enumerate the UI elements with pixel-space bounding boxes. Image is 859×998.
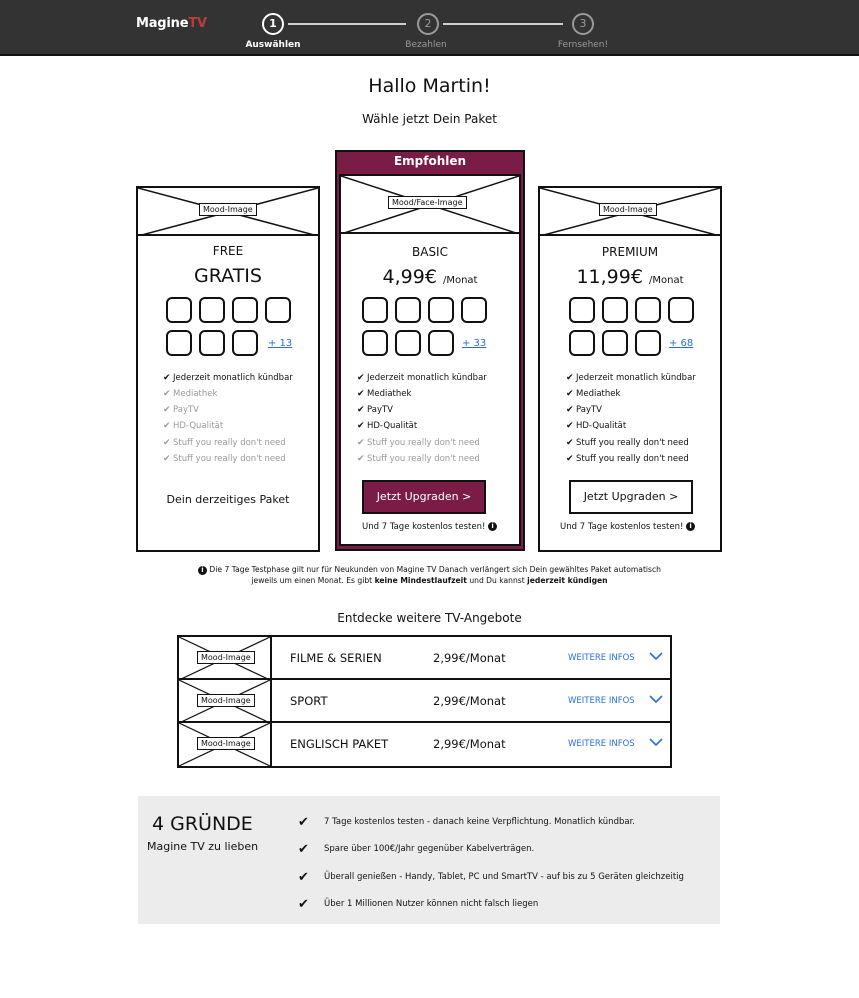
feature-item: ✔ PayTV: [357, 405, 393, 415]
check-icon: ✔: [357, 438, 365, 448]
check-icon: ✔: [566, 438, 574, 448]
info-icon[interactable]: i: [488, 522, 497, 531]
more-info-link[interactable]: WEITERE INFOS: [568, 739, 635, 749]
logo-accent-text: TV: [188, 16, 207, 31]
mood-image-label: Mood-Image: [599, 203, 657, 216]
feature-item: ✔ Stuff you really don't need: [566, 454, 689, 464]
current-package-label: Dein derzeitiges Paket: [166, 493, 290, 506]
top-navigation-bar: [0, 0, 859, 56]
check-icon: ✔: [163, 438, 171, 448]
plan-name: FREE: [212, 244, 244, 258]
mood-image-label: Mood-Image: [197, 737, 255, 750]
channel-logo-slot: [395, 297, 421, 323]
feature-item: ✔ Stuff you really don't need: [163, 438, 286, 448]
check-icon: ✔: [163, 454, 171, 464]
check-icon: ✔: [298, 815, 309, 830]
upgrade-premium-button[interactable]: Jetzt Upgraden >: [569, 480, 693, 514]
step-2-indicator[interactable]: 2: [417, 13, 439, 35]
plan-name: PREMIUM: [601, 245, 659, 259]
choose-package-subtitle: Wähle jetzt Dein Paket: [362, 112, 497, 126]
channel-logo-slot: [395, 330, 421, 356]
mood-image-label: Mood/Face-Image: [388, 196, 467, 209]
check-icon: ✔: [566, 421, 574, 431]
offers-table: [177, 635, 672, 768]
mood-image-label: Mood-Image: [199, 203, 257, 216]
channel-logo-slot: [428, 297, 454, 323]
trial-terms-note: i Die 7 Tage Testphase gilt nur für Neukunden von Magine TV Danach verlängert sich Dein gewähltes Paket automatisch jeweils um einen Monat. Es gibt keine Mindestlaufzeit und Du kannst jederzeit kündigen: [0, 564, 859, 586]
greeting-heading: Hallo Martin!: [368, 75, 491, 97]
feature-item: ✔ Jederzeit monatlich kündbar: [357, 373, 487, 383]
logo-text: Magine: [136, 16, 189, 31]
offer-name: SPORT: [290, 694, 328, 708]
reasons-subheading: Magine TV zu lieben: [147, 840, 259, 853]
offer-row[interactable]: [179, 637, 670, 680]
offer-row[interactable]: [179, 680, 670, 723]
feature-item: ✔ Mediathek: [163, 389, 218, 399]
more-channels-link[interactable]: + 33: [462, 338, 487, 349]
plan-price: GRATIS: [194, 265, 262, 287]
check-icon: ✔: [298, 842, 309, 857]
feature-item: ✔ Stuff you really don't need: [566, 438, 689, 448]
mood-image-placeholder: [179, 637, 272, 678]
feature-item: ✔ HD-Qualität: [357, 421, 418, 431]
check-icon: ✔: [163, 421, 171, 431]
feature-item: ✔ Stuff you really don't need: [357, 454, 480, 464]
offer-price: 2,99€/Monat: [433, 694, 506, 708]
feature-item: ✔ Stuff you really don't need: [163, 454, 286, 464]
check-icon: ✔: [357, 405, 365, 415]
offer-price: 2,99€/Monat: [433, 737, 506, 751]
more-info-link[interactable]: WEITERE INFOS: [568, 696, 635, 706]
mood-image-label: Mood-Image: [197, 651, 255, 664]
channel-logo-slot: [199, 297, 225, 323]
mood-face-image-placeholder: [341, 176, 519, 234]
channel-logo-slot: [461, 297, 487, 323]
offer-name: FILME & SERIEN: [290, 651, 382, 665]
channel-logo-slot: [635, 330, 661, 356]
chevron-down-icon[interactable]: [649, 694, 663, 704]
channel-logo-slot: [602, 330, 628, 356]
channel-logo-slot: [232, 330, 258, 356]
channel-logo-slot: [428, 330, 454, 356]
chevron-down-icon[interactable]: [649, 651, 663, 661]
step-connector-2: [443, 23, 563, 25]
feature-item: ✔ Jederzeit monatlich kündbar: [566, 373, 696, 383]
step-1-indicator[interactable]: 1: [262, 13, 284, 35]
feature-item: ✔ Jederzeit monatlich kündbar: [163, 373, 293, 383]
check-icon: ✔: [163, 373, 171, 383]
reasons-section: 4 GRÜNDE Magine TV zu lieben ✔ 7 Tage kostenlos testen - danach keine Verpflichtung. Monatlich kündbar. ✔ Spare über 100€/Jahr gegenüber Kabelverträgen. ✔ Überall genießen - Handy, Tablet, PC und SmartTV - auf bis zu 5 Geräten gleichzeitig ✔ Über 1 Millionen Nutzer können nicht falsch liegen: [138, 796, 720, 924]
step-connector-1: [288, 23, 406, 25]
offer-price: 2,99€/Monat: [433, 651, 506, 665]
channel-logo-slot: [668, 297, 694, 323]
channel-logo-slot: [362, 330, 388, 356]
channel-logo-slot: [265, 297, 291, 323]
more-channels-link[interactable]: + 68: [669, 338, 694, 349]
channel-logo-slot: [569, 330, 595, 356]
check-icon: ✔: [566, 454, 574, 464]
channel-logo-slot: [199, 330, 225, 356]
check-icon: ✔: [163, 405, 171, 415]
reasons-heading: 4 GRÜNDE: [152, 813, 253, 835]
feature-item: ✔ Mediathek: [566, 389, 621, 399]
check-icon: ✔: [163, 389, 171, 399]
mood-image-placeholder: [540, 188, 720, 236]
channel-logo-slot: [232, 297, 258, 323]
channel-logo-slot: [166, 330, 192, 356]
step-3-indicator[interactable]: 3: [572, 13, 594, 35]
trial-note: Und 7 Tage kostenlos testen! i: [362, 522, 497, 532]
channel-logo-slot: [635, 297, 661, 323]
channel-logo-slot: [602, 297, 628, 323]
offer-name: ENGLISCH PAKET: [290, 737, 389, 751]
mood-image-placeholder: [138, 188, 318, 236]
offer-row[interactable]: [179, 723, 670, 766]
check-icon: ✔: [566, 389, 574, 399]
chevron-down-icon[interactable]: [649, 737, 663, 747]
more-channels-link[interactable]: + 13: [268, 338, 293, 349]
feature-item: ✔ Stuff you really don't need: [357, 438, 480, 448]
check-icon: ✔: [566, 405, 574, 415]
info-icon: i: [198, 566, 207, 575]
channel-logo-slot: [362, 297, 388, 323]
upgrade-basic-button[interactable]: Jetzt Upgraden >: [362, 480, 486, 514]
plan-price: 11,99€ /Monat: [576, 266, 684, 288]
info-icon[interactable]: i: [686, 522, 695, 531]
magine-tv-logo[interactable]: [136, 16, 207, 31]
feature-item: ✔ Mediathek: [357, 389, 412, 399]
check-icon: ✔: [357, 389, 365, 399]
check-icon: ✔: [357, 421, 365, 431]
step-2-label: Bezahlen: [405, 40, 447, 50]
feature-item: ✔ PayTV: [163, 405, 199, 415]
check-icon: ✔: [298, 870, 309, 885]
mood-image-placeholder: [179, 680, 272, 721]
check-icon: ✔: [357, 373, 365, 383]
plan-name: BASIC: [412, 245, 448, 259]
feature-item: ✔ PayTV: [566, 405, 602, 415]
check-icon: ✔: [357, 454, 365, 464]
check-icon: ✔: [566, 373, 574, 383]
offers-section-title: Entdecke weitere TV-Angebote: [337, 611, 522, 625]
step-1-label: Auswählen: [245, 40, 301, 50]
mood-image-label: Mood-Image: [197, 694, 255, 707]
step-3-label: Fernsehen!: [557, 40, 609, 50]
plan-price: 4,99€ /Monat: [382, 266, 478, 288]
more-info-link[interactable]: WEITERE INFOS: [568, 653, 635, 663]
trial-note: Und 7 Tage kostenlos testen! i: [560, 522, 695, 532]
mood-image-placeholder: [179, 723, 272, 766]
channel-logo-slot: [569, 297, 595, 323]
feature-item: ✔ HD-Qualität: [566, 421, 627, 431]
recommended-badge: Empfohlen: [393, 154, 467, 168]
check-icon: ✔: [298, 897, 309, 912]
feature-item: ✔ HD-Qualität: [163, 421, 224, 431]
channel-logo-slot: [166, 297, 192, 323]
